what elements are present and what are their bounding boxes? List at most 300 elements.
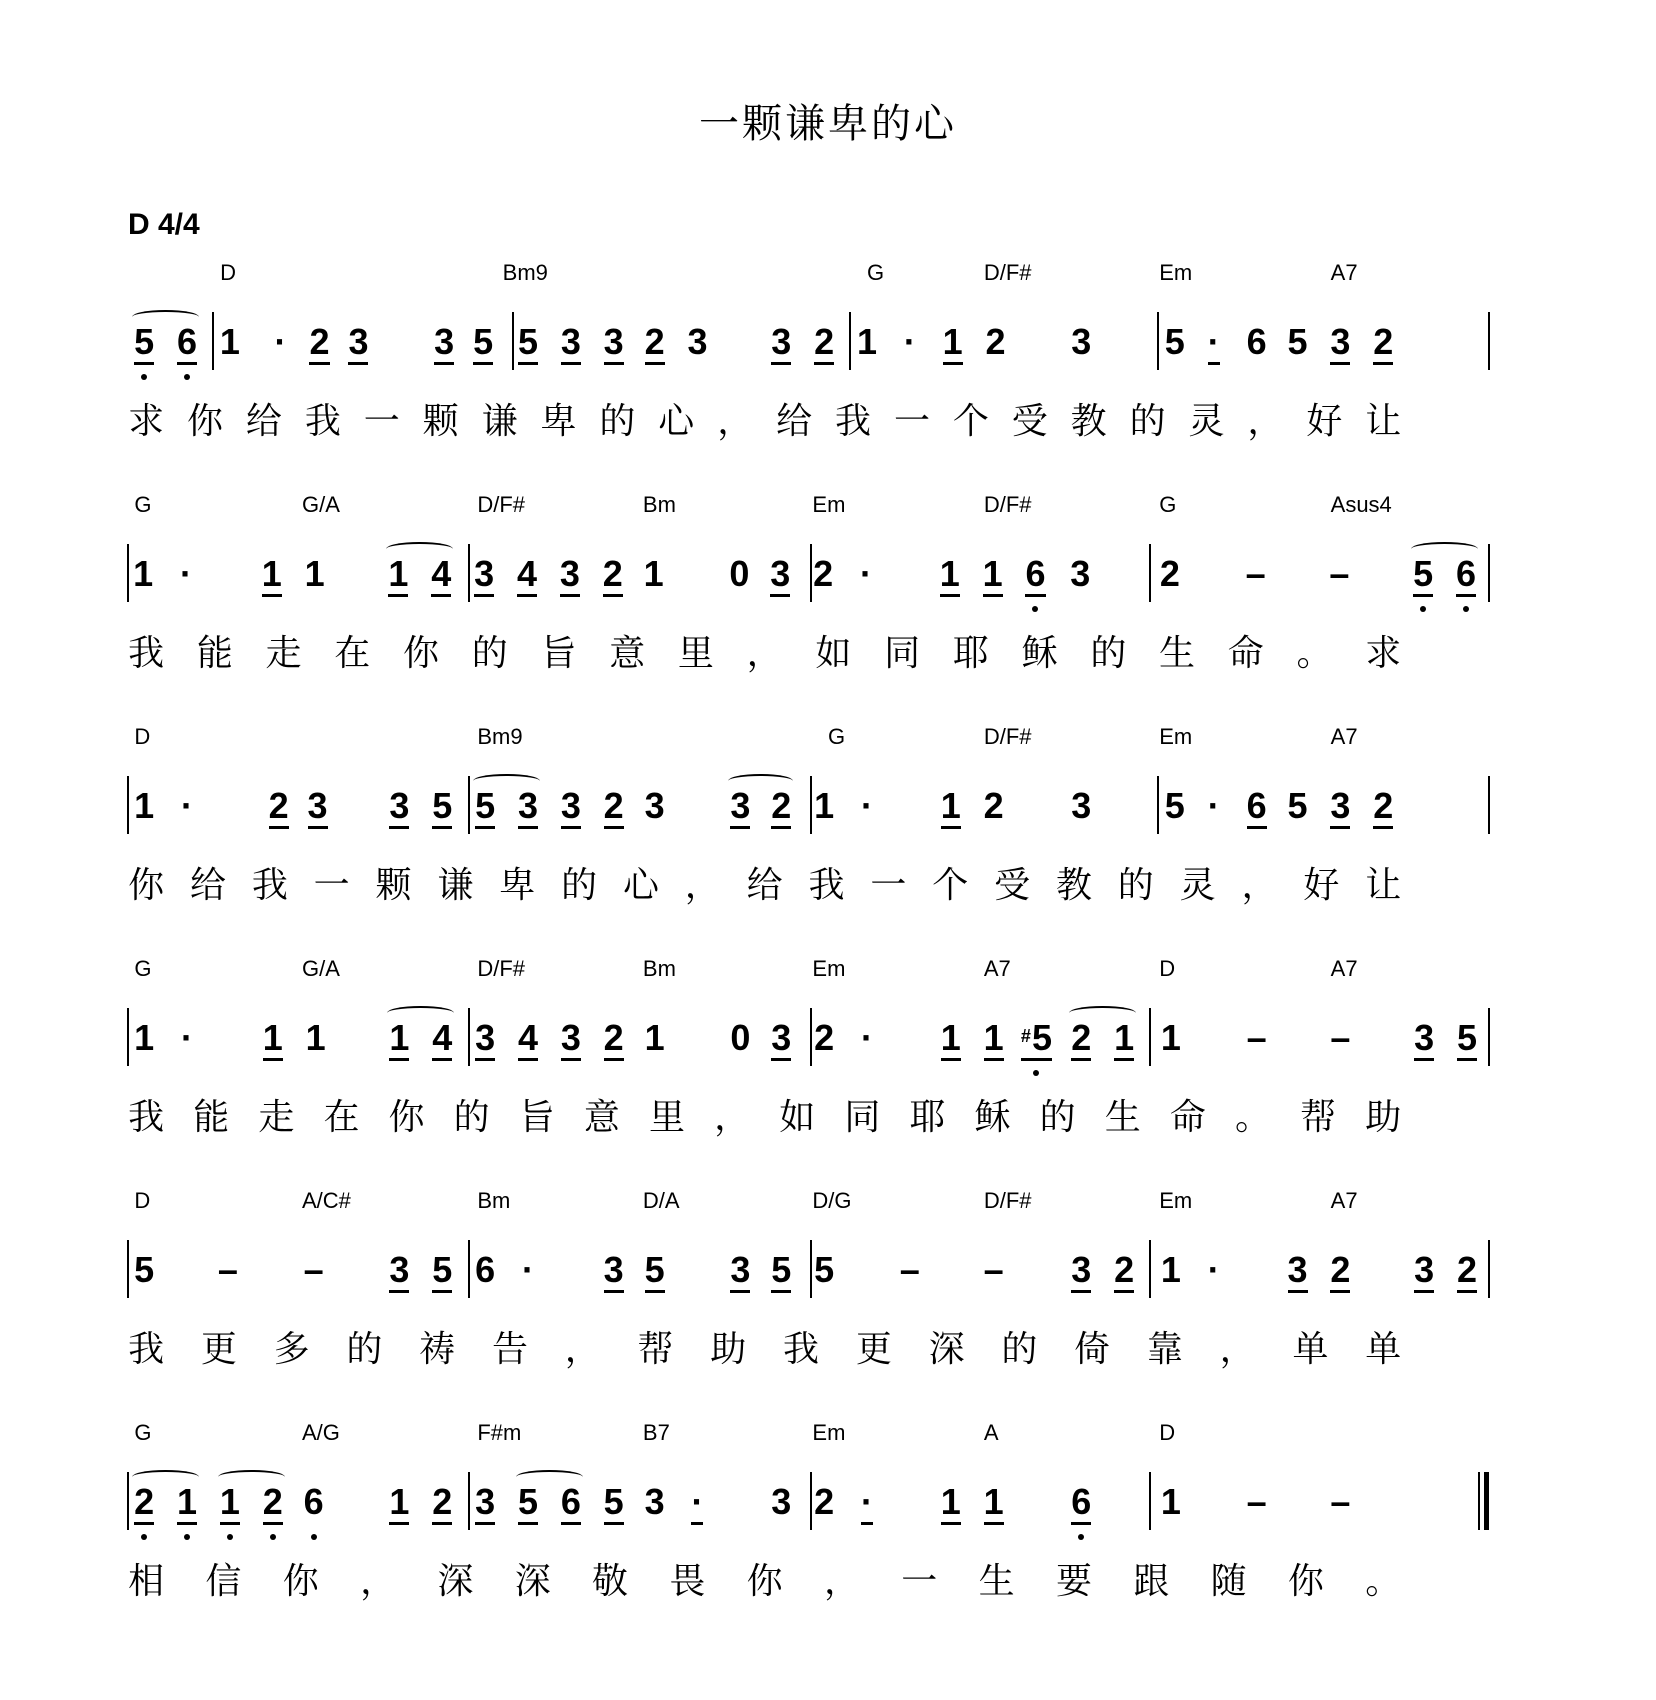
barline — [1149, 1240, 1151, 1298]
lyric-char: 心 — [622, 865, 659, 906]
note-glyph: 3 — [1330, 322, 1350, 365]
notation-note — [762, 552, 798, 597]
note-glyph: 1 — [856, 321, 877, 362]
notation-note — [892, 320, 928, 364]
note-glyph: 3 — [771, 1018, 791, 1061]
tie-arc — [387, 1006, 454, 1020]
note-glyph: 0 — [729, 553, 750, 594]
notation-note — [168, 552, 204, 596]
notation-note — [1239, 1480, 1275, 1524]
barline — [512, 312, 514, 370]
barline — [468, 776, 470, 834]
chord-symbol: D/F# — [477, 492, 525, 517]
note-glyph: 5 — [1287, 785, 1308, 826]
note-glyph: 1 — [388, 554, 408, 597]
note-glyph: · — [274, 321, 287, 362]
notation-note — [510, 1016, 546, 1061]
note-glyph: 3 — [604, 322, 624, 365]
note-glyph: 3 — [434, 322, 454, 365]
note-glyph: 5 — [1164, 321, 1185, 362]
lyric-char: 的 — [1039, 1097, 1076, 1138]
lyric-char: 给 — [189, 865, 226, 906]
note-glyph: 1 — [983, 554, 1003, 597]
note-glyph: 6 — [1071, 1482, 1091, 1525]
lyric-char: 谦 — [437, 865, 474, 906]
barline — [1157, 312, 1159, 370]
barline — [1157, 776, 1159, 834]
notation-note — [261, 784, 297, 829]
lyric-char: 随 — [1210, 1561, 1247, 1602]
chord-symbol: Em — [812, 956, 846, 981]
lyric-char: 一 — [363, 401, 400, 442]
chord-symbol: G — [828, 724, 846, 749]
barline — [468, 1472, 470, 1530]
note-glyph: 2 — [1114, 1250, 1134, 1293]
notation-note — [1018, 1016, 1054, 1061]
note-glyph: · — [860, 1017, 873, 1058]
notation-note — [424, 1480, 460, 1525]
notation-note — [1153, 1480, 1189, 1524]
notation-note — [1062, 552, 1098, 596]
lyric-char: 单 — [1292, 1329, 1329, 1370]
note-glyph: 2 — [645, 322, 665, 365]
lyric-char: 受 — [994, 865, 1031, 906]
song-title: 一颗谦卑的心 — [699, 101, 957, 147]
notation-note — [1239, 1016, 1275, 1060]
notation-note — [1321, 552, 1357, 596]
notation-note — [892, 1248, 928, 1292]
tie-arc — [516, 1470, 583, 1484]
note-glyph: · — [1207, 785, 1220, 826]
chord-symbol: D/F# — [983, 1188, 1032, 1213]
notation-note — [254, 552, 290, 597]
notation-note — [1239, 320, 1275, 364]
chord-symbol: D — [220, 260, 237, 285]
notation-note — [1063, 320, 1099, 364]
notation-note — [1280, 1248, 1316, 1293]
notation-note — [1322, 1248, 1358, 1293]
note-glyph: 1 — [984, 1482, 1004, 1525]
note-glyph: 6 — [303, 1481, 324, 1522]
note-glyph: 3 — [474, 554, 494, 597]
lyric-char: 信 — [205, 1561, 242, 1602]
lyric-char: 给 — [746, 865, 783, 906]
note-glyph: 1 — [219, 321, 240, 362]
notation-note — [1063, 784, 1099, 828]
chord-symbol: A7 — [983, 956, 1011, 981]
notation-note — [552, 552, 588, 597]
note-glyph: 3 — [730, 786, 750, 829]
chord-symbol: G/A — [301, 492, 340, 517]
lyric-char: 我 — [251, 865, 288, 906]
notation-note — [381, 1480, 417, 1525]
lyric-char: 我 — [783, 1329, 820, 1370]
lyric-char: 生 — [1159, 633, 1196, 674]
notation-note — [722, 1016, 758, 1060]
note-glyph: 2 — [269, 786, 289, 829]
notation-note — [169, 784, 205, 828]
notation-note — [763, 1016, 799, 1061]
lyric-char: 卑 — [499, 865, 536, 906]
lyric-char: 生 — [978, 1561, 1015, 1602]
notation-note — [763, 320, 799, 365]
chord-symbol: D — [1159, 1420, 1176, 1445]
note-glyph: 5 — [518, 1482, 538, 1525]
notation-note — [553, 320, 589, 365]
note-glyph: 1 — [984, 1018, 1004, 1061]
note-glyph: · — [691, 1482, 703, 1525]
barline — [810, 544, 812, 602]
notation-note — [1448, 552, 1484, 597]
note-glyph: 1 — [814, 785, 835, 826]
chord-symbol: G — [866, 260, 885, 285]
lyric-char: 深 — [437, 1561, 474, 1602]
notation-note — [1017, 552, 1053, 597]
chord-symbol: D/A — [642, 1188, 680, 1213]
notation-note — [126, 320, 162, 365]
note-glyph: 5 — [1457, 1018, 1477, 1061]
notation-note — [210, 1248, 246, 1292]
notation-note — [381, 1248, 417, 1293]
lyric-char: ， — [1241, 865, 1278, 906]
lyric-char: 一 — [901, 1561, 938, 1602]
notation-note — [1153, 1016, 1189, 1060]
lyric-char: 求 — [1365, 633, 1402, 674]
notation-note — [553, 1016, 589, 1061]
note-glyph: 1 — [1160, 1249, 1181, 1290]
chord-symbol: Bm — [477, 1188, 511, 1213]
notation-note — [1322, 320, 1358, 365]
barline — [810, 1008, 812, 1066]
notation-note — [596, 320, 632, 365]
chord-symbol: A7 — [1330, 1188, 1358, 1213]
note-glyph: 3 — [475, 1482, 495, 1525]
lyric-char: 。 — [1296, 633, 1333, 674]
notation-note — [679, 320, 715, 364]
lyric-char: 助 — [1365, 1097, 1402, 1138]
notation-note — [763, 784, 799, 829]
notation-note — [380, 552, 416, 597]
chord-symbol: D — [1159, 956, 1176, 981]
barline — [1488, 1008, 1490, 1066]
lyric-char: ， — [1247, 401, 1284, 442]
notation-note — [465, 320, 501, 365]
note-glyph: 3 — [1414, 1018, 1434, 1061]
notation-note — [596, 1016, 632, 1061]
lyric-char: 在 — [323, 1097, 360, 1138]
note-glyph: 1 — [263, 1018, 283, 1061]
lyric-char: 我 — [808, 865, 845, 906]
note-glyph: 5 — [518, 322, 538, 365]
notation-note — [255, 1480, 291, 1525]
lyric-char: 的 — [471, 633, 508, 674]
lyric-char: 你 — [128, 865, 165, 906]
notation-note — [976, 1016, 1012, 1061]
lyric-char: 的 — [1001, 1329, 1038, 1370]
notation-note — [1153, 1248, 1189, 1292]
lyric-char: 一 — [313, 865, 350, 906]
notation-note — [296, 1480, 332, 1524]
notation-note — [1406, 1248, 1442, 1293]
notation-note — [1365, 784, 1401, 829]
notation-note — [722, 784, 758, 829]
note-glyph: · — [1207, 1249, 1220, 1290]
final-barline-thick — [1484, 1472, 1489, 1530]
notation-note — [1322, 1480, 1358, 1524]
lyric-char: ， — [684, 865, 721, 906]
notation-note — [763, 1248, 799, 1293]
note-glyph: · — [181, 785, 194, 826]
note-glyph: · — [860, 785, 873, 826]
note-glyph: 1 — [1160, 1017, 1181, 1058]
chord-symbol: G — [134, 492, 152, 517]
note-glyph: 1 — [304, 553, 325, 594]
notation-note — [302, 320, 338, 365]
lyric-char: 意 — [609, 633, 646, 674]
notation-note — [1196, 784, 1232, 828]
lyric-char: 命 — [1169, 1097, 1206, 1138]
lyric-char: 好 — [1306, 401, 1343, 442]
lyric-char: 的 — [346, 1329, 383, 1370]
note-glyph: 1 — [134, 785, 155, 826]
lyric-char: ， — [823, 1561, 860, 1602]
note-glyph: 2 — [604, 786, 624, 829]
lyric-char: 如 — [779, 1097, 816, 1138]
lyric-char: 。 — [1365, 1561, 1402, 1602]
notation-note — [1063, 1248, 1099, 1293]
lyric-char: ， — [746, 633, 783, 674]
note-glyph: 4 — [517, 554, 537, 597]
lyric-char: 如 — [815, 633, 852, 674]
lyric-char: 好 — [1303, 865, 1340, 906]
note-glyph: 3 — [644, 1481, 665, 1522]
lyric-char: 稣 — [1021, 633, 1058, 674]
lyric-char: 意 — [583, 1097, 620, 1138]
barline — [1488, 776, 1490, 834]
note-glyph: · — [1208, 322, 1220, 365]
note-glyph: 1 — [1160, 1481, 1181, 1522]
notation-note — [467, 1248, 503, 1292]
notation-note — [1322, 1016, 1358, 1060]
chord-symbol: Asus4 — [1330, 492, 1392, 517]
notation-note — [637, 320, 673, 365]
lyric-char: ， — [564, 1329, 601, 1370]
note-glyph: 3 — [1288, 1250, 1308, 1293]
lyric-char: 你 — [187, 401, 224, 442]
note-glyph: – — [1246, 1481, 1267, 1522]
lyric-char: 。 — [1235, 1097, 1272, 1138]
barline — [1149, 544, 1151, 602]
lyric-char: 谦 — [481, 401, 518, 442]
barline — [127, 1240, 129, 1298]
note-glyph: 3 — [561, 322, 581, 365]
notation-note — [424, 1016, 460, 1061]
lyric-char: 我 — [128, 1097, 165, 1138]
note-glyph: – — [1329, 553, 1350, 594]
notation-note — [169, 320, 205, 365]
lyric-char: 耶 — [909, 1097, 946, 1138]
lyric-char: 灵 — [1179, 865, 1216, 906]
note-glyph: 3 — [518, 786, 538, 829]
notation-note — [1106, 1248, 1142, 1293]
note-glyph: 1 — [177, 1482, 197, 1525]
lyric-char: 能 — [196, 633, 233, 674]
barline — [1149, 1008, 1151, 1066]
note-glyph: 1 — [305, 1017, 326, 1058]
notation-note — [722, 1248, 758, 1293]
notation-note — [1322, 784, 1358, 829]
lyric-char: 更 — [200, 1329, 237, 1370]
tie-arc — [728, 774, 793, 788]
lyric-char: 相 — [128, 1561, 165, 1602]
notation-note — [296, 1248, 332, 1292]
barline — [127, 776, 129, 834]
chord-symbol: Bm — [642, 492, 676, 517]
note-glyph: 2 — [813, 553, 834, 594]
note-glyph: # 5 — [1021, 1018, 1052, 1061]
note-glyph: 3 — [604, 1250, 624, 1293]
chord-symbol: Em — [1159, 1188, 1193, 1213]
notation-note — [1449, 1248, 1485, 1293]
notation-note — [125, 552, 161, 596]
barline — [127, 1008, 129, 1066]
barline — [1149, 1472, 1151, 1530]
notation-note — [126, 1016, 162, 1060]
lyric-char: 你 — [746, 1561, 783, 1602]
note-glyph: 3 — [644, 785, 665, 826]
lyric-char: ， — [1219, 1329, 1256, 1370]
note-glyph: 4 — [431, 554, 451, 597]
note-glyph: 2 — [603, 554, 623, 597]
lyric-char: 助 — [710, 1329, 747, 1370]
barline — [212, 312, 214, 370]
lyric-char: 单 — [1365, 1329, 1402, 1370]
lyric-char: 深 — [514, 1561, 551, 1602]
lyric-char: 帮 — [637, 1329, 674, 1370]
note-glyph: 2 — [1457, 1250, 1477, 1293]
note-glyph: – — [303, 1249, 324, 1290]
barline — [468, 1240, 470, 1298]
note-glyph: 1 — [1114, 1018, 1134, 1061]
lyric-char: 旨 — [518, 1097, 555, 1138]
chord-symbol: D/F# — [983, 724, 1032, 749]
barline — [127, 544, 129, 602]
note-glyph: 2 — [983, 785, 1004, 826]
lyric-char: 帮 — [1300, 1097, 1337, 1138]
notation-note — [637, 1480, 673, 1524]
note-glyph: 6 — [1247, 786, 1267, 829]
note-glyph: 2 — [432, 1482, 452, 1525]
tie-arc — [132, 310, 199, 324]
notation-note — [721, 552, 757, 596]
key-signature: D 4/4 — [128, 208, 200, 241]
note-glyph: 3 — [1070, 553, 1091, 594]
notation-note — [933, 1016, 969, 1061]
notation-note — [1063, 1016, 1099, 1061]
tie-arc — [386, 542, 453, 556]
barline — [1488, 544, 1490, 602]
notation-note — [510, 1248, 546, 1292]
notation-note — [510, 320, 546, 365]
note-glyph: 2 — [309, 322, 329, 365]
chord-symbol: D/F# — [983, 260, 1032, 285]
notation-note — [1157, 784, 1193, 828]
note-glyph: 5 — [134, 322, 154, 365]
chord-symbol: B7 — [642, 1420, 670, 1445]
note-glyph: 1 — [133, 553, 154, 594]
lyric-char: 走 — [265, 633, 302, 674]
note-glyph: 1 — [262, 554, 282, 597]
note-glyph: 3 — [1071, 321, 1092, 362]
lyric-char: 灵 — [1188, 401, 1225, 442]
notation-note — [933, 784, 969, 829]
note-glyph: 6 — [561, 1482, 581, 1525]
notation-note — [1239, 784, 1275, 829]
chord-symbol: G/A — [301, 956, 340, 981]
notation-note — [553, 784, 589, 829]
lyric-char: 畏 — [669, 1561, 706, 1602]
notation-note — [935, 320, 971, 365]
note-glyph: 2 — [771, 786, 791, 829]
note-glyph: 1 — [134, 1017, 155, 1058]
lyric-char: 心 — [658, 401, 695, 442]
chord-symbol: F#m — [477, 1420, 522, 1445]
note-glyph: 2 — [814, 322, 834, 365]
chord-symbol: G — [134, 956, 152, 981]
note-glyph: 2 — [1330, 1250, 1350, 1293]
note-glyph: – — [1245, 553, 1266, 594]
note-glyph: 2 — [263, 1482, 283, 1525]
notation-note — [978, 320, 1014, 364]
note-glyph: 3 — [771, 322, 791, 365]
chord-symbol: A/G — [301, 1420, 340, 1445]
note-glyph: – — [1330, 1481, 1351, 1522]
note-glyph: 5 — [134, 1249, 155, 1290]
notation-note — [509, 552, 545, 597]
note-glyph: 3 — [771, 1481, 792, 1522]
note-glyph: 3 — [1330, 786, 1350, 829]
note-glyph: · — [859, 553, 872, 594]
lyric-char: 你 — [1287, 1561, 1324, 1602]
notation-note — [169, 1480, 205, 1525]
notation-note — [467, 1016, 503, 1061]
lyric-char: 让 — [1365, 401, 1402, 442]
note-glyph: 3 — [308, 786, 328, 829]
notation-note — [1280, 320, 1316, 364]
lyric-char: 个 — [932, 865, 969, 906]
notation-note — [636, 552, 672, 596]
notation-note — [126, 784, 162, 828]
lyric-char: 命 — [1227, 633, 1264, 674]
note-glyph: 3 — [389, 786, 409, 829]
notation-note — [1196, 1248, 1232, 1292]
note-glyph: 2 — [1373, 786, 1393, 829]
notation-note — [1106, 1016, 1142, 1061]
note-glyph: 1 — [643, 553, 664, 594]
note-glyph: – — [983, 1249, 1004, 1290]
note-glyph: 1 — [389, 1482, 409, 1525]
lyric-char: 的 — [1117, 865, 1154, 906]
chord-symbol: A7 — [1330, 724, 1358, 749]
notation-note — [849, 1480, 885, 1525]
lyric-char: 敬 — [592, 1561, 629, 1602]
lyric-char: 里 — [648, 1097, 685, 1138]
notation-note — [169, 1016, 205, 1060]
notation-note — [1063, 1480, 1099, 1525]
note-glyph: 2 — [1071, 1018, 1091, 1061]
note-glyph: · — [903, 321, 916, 362]
note-glyph: 3 — [561, 786, 581, 829]
